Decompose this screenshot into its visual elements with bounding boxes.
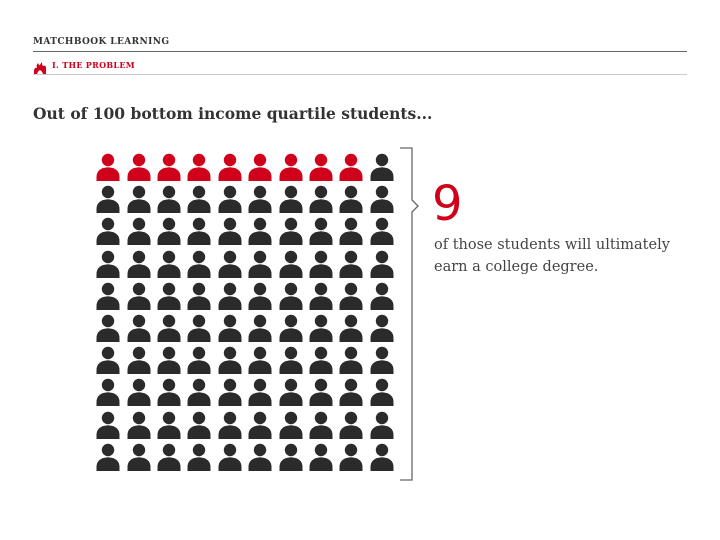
person-icon [306,409,336,441]
person-icon [245,151,275,183]
person-icon [184,215,214,247]
person-icon [93,312,123,344]
person-icon [367,344,397,376]
person-icon [275,376,305,408]
person-icon [93,344,123,376]
person-icon [367,280,397,312]
person-icon [306,312,336,344]
person-icon [367,441,397,473]
person-icon [93,248,123,280]
person-icon [154,215,184,247]
person-icon [154,183,184,215]
person-icon [93,215,123,247]
person-icon [184,151,214,183]
person-icon [306,344,336,376]
person-icon [245,376,275,408]
person-icon [245,312,275,344]
person-icon [336,248,366,280]
person-icon [367,183,397,215]
person-icon [154,441,184,473]
person-icon [184,183,214,215]
person-icon [184,280,214,312]
section-header [33,58,135,72]
person-icon [306,248,336,280]
person-icon [336,280,366,312]
person-icon [215,376,245,408]
callout-text: of those students will ultimately earn a college degree. [434,237,670,275]
person-icon [93,151,123,183]
person-icon [367,248,397,280]
person-icon [123,215,153,247]
person-icon [93,183,123,215]
person-icon [275,280,305,312]
person-icon [306,151,336,183]
person-icon [154,344,184,376]
person-icon [184,248,214,280]
person-icon [215,151,245,183]
person-icon [215,248,245,280]
person-icon [306,215,336,247]
section-rule [33,74,687,75]
person-icon [154,151,184,183]
person-icon [215,441,245,473]
person-icon [215,280,245,312]
person-icon [275,441,305,473]
person-icon [367,151,397,183]
person-icon [93,280,123,312]
person-icon [154,409,184,441]
person-icon [123,441,153,473]
person-icon [154,248,184,280]
person-icon [215,215,245,247]
person-icon [123,151,153,183]
person-icon [245,409,275,441]
person-icon [275,151,305,183]
person-icon [367,376,397,408]
person-icon [184,441,214,473]
person-icon [93,409,123,441]
flame-icon [33,59,47,71]
person-icon [123,376,153,408]
person-icon [184,344,214,376]
person-icon [93,441,123,473]
person-icon [306,441,336,473]
person-icon [184,376,214,408]
person-icon [275,183,305,215]
person-icon [336,441,366,473]
pictogram-grid [93,151,397,473]
person-icon [336,344,366,376]
person-icon [275,409,305,441]
person-icon [184,312,214,344]
person-icon [336,409,366,441]
person-icon [336,215,366,247]
person-icon [306,183,336,215]
person-icon [336,376,366,408]
person-icon [245,280,275,312]
person-icon [306,280,336,312]
person-icon [123,312,153,344]
person-icon [275,215,305,247]
person-icon [367,409,397,441]
person-icon [336,312,366,344]
person-icon [275,248,305,280]
callout-number: 9 [432,176,463,232]
person-icon [245,441,275,473]
person-icon [184,409,214,441]
person-icon [275,312,305,344]
person-icon [367,312,397,344]
person-icon [275,344,305,376]
person-icon [154,280,184,312]
person-icon [215,183,245,215]
person-icon [215,409,245,441]
person-icon [123,280,153,312]
person-icon [154,376,184,408]
person-icon [215,344,245,376]
person-icon [245,215,275,247]
header-rule [33,51,687,52]
person-icon [245,248,275,280]
person-icon [245,183,275,215]
person-icon [123,344,153,376]
person-icon [336,183,366,215]
person-icon [367,215,397,247]
person-icon [215,312,245,344]
person-icon [336,151,366,183]
person-icon [93,376,123,408]
section-label: I. THE PROBLEM [52,60,135,70]
bracket-divider [398,147,422,481]
brand-name: MATCHBOOK LEARNING [33,37,170,47]
person-icon [123,409,153,441]
person-icon [123,183,153,215]
person-icon [154,312,184,344]
person-icon [123,248,153,280]
person-icon [306,376,336,408]
page-headline: Out of 100 bottom income quartile students... [33,104,433,123]
person-icon [245,344,275,376]
